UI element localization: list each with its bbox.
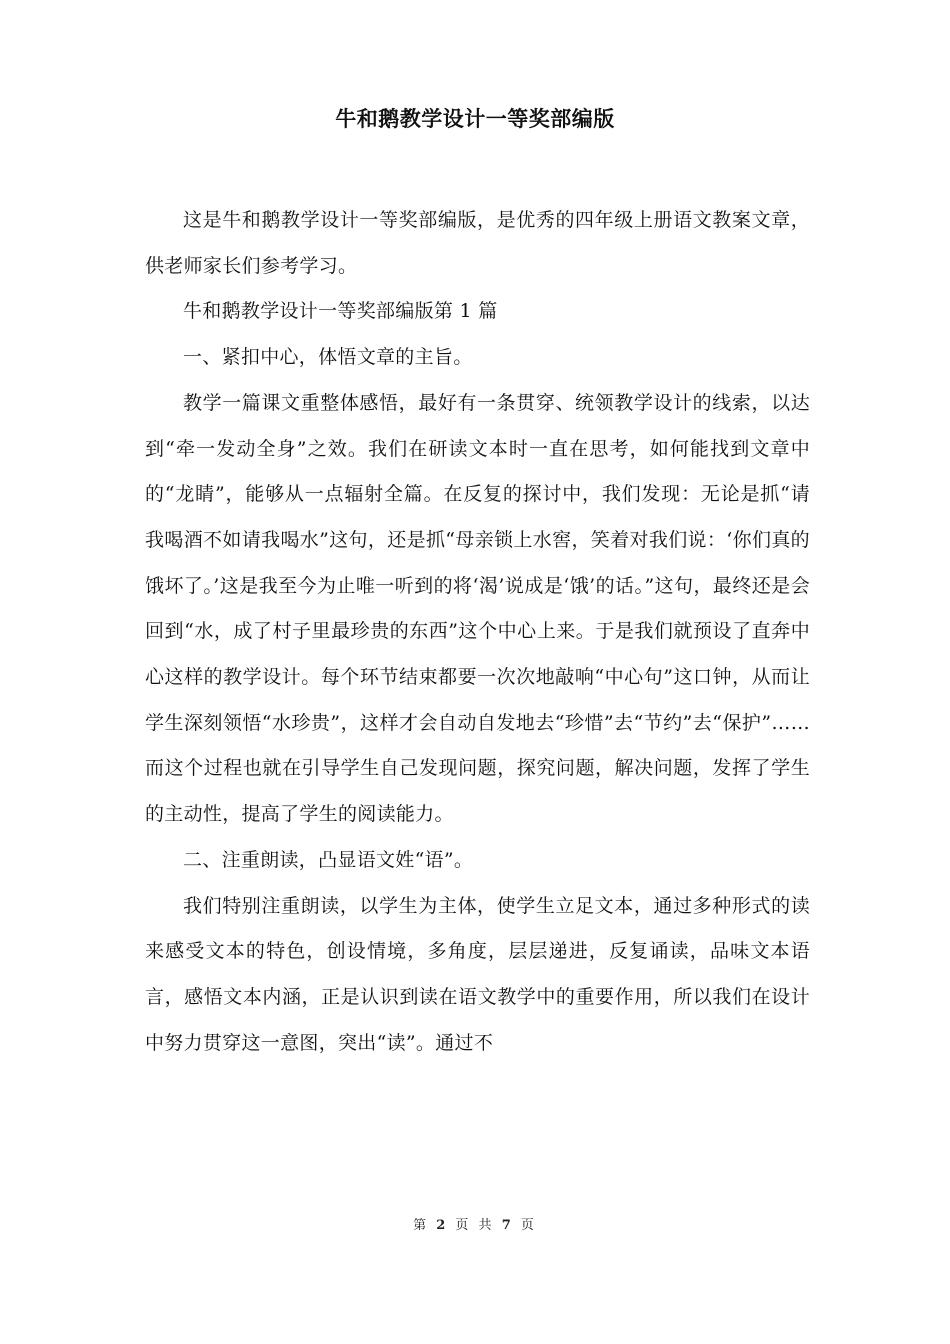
page-footer bbox=[0, 1216, 950, 1236]
paragraph-section-heading: 牛和鹅教学设计一等奖部编版第 1 篇 bbox=[183, 300, 498, 323]
footer-total-pages: 7 bbox=[501, 1218, 514, 1233]
paragraph-heading-1: 一、紧扣中心，体悟文章的主旨。 bbox=[183, 346, 473, 369]
page-title: 牛和鹅教学设计一等奖部编版 bbox=[335, 106, 615, 131]
footer-suffix: 页 bbox=[520, 1218, 537, 1233]
footer-prefix: 第 bbox=[413, 1218, 430, 1233]
document-body bbox=[145, 198, 810, 1066]
paragraph-body-1: 教学一篇课文重整体感悟，最好有一条贯穿、统领教学设计的线索，以达到“牵一发动全身”之效。我们在研读文本时一直在思考，如何能找到文章中的“龙睛”，能够从一点辐射全篇。在反复的探讨中，我们发现：无论是抓“请我喝酒不如请我喝水”这句，还是抓“母亲锁上水窖，笑着对我们说：‘你们真的饿坏了。’这是我至今为止唯一听到的将‘渴’说成是‘饿’的话。”这句，最终还是会回到“水，成了村子里最珍贵的东西”这个中心上来。于是我们就预设了直奔中心这样的教学设计。每个环节结束都要一次次地敲响“中心句”这口钟，从而让学生深刻领悟“水珍贵”，这样才会自动自发地去“珍惜”去“节约”去“保护”……而这个过程也就在引导学生自己发现问题，探究问题，解决问题，发挥了学生的主动性，提高了学生的阅读能力。 bbox=[145, 391, 810, 826]
paragraph-body-2: 我们特别注重朗读，以学生为主体，使学生立足文本，通过多种形式的读来感受文本的特色，创设情境，多角度，层层递进，反复诵读，品味文本语言，感悟文本内涵，正是认识到读在语文教学中的重要作用，所以我们在设计中努力贯穿这一意图，突出“读”。通过不 bbox=[145, 894, 810, 1054]
footer-current-page: 2 bbox=[436, 1218, 449, 1233]
footer-middle: 页 共 bbox=[455, 1218, 495, 1233]
paragraph-heading-2: 二、注重朗读，凸显语文姓“语”。 bbox=[183, 848, 474, 871]
paragraph-intro: 这是牛和鹅教学设计一等奖部编版，是优秀的四年级上册语文教案文章，供老师家长们参考学习。 bbox=[145, 209, 810, 277]
